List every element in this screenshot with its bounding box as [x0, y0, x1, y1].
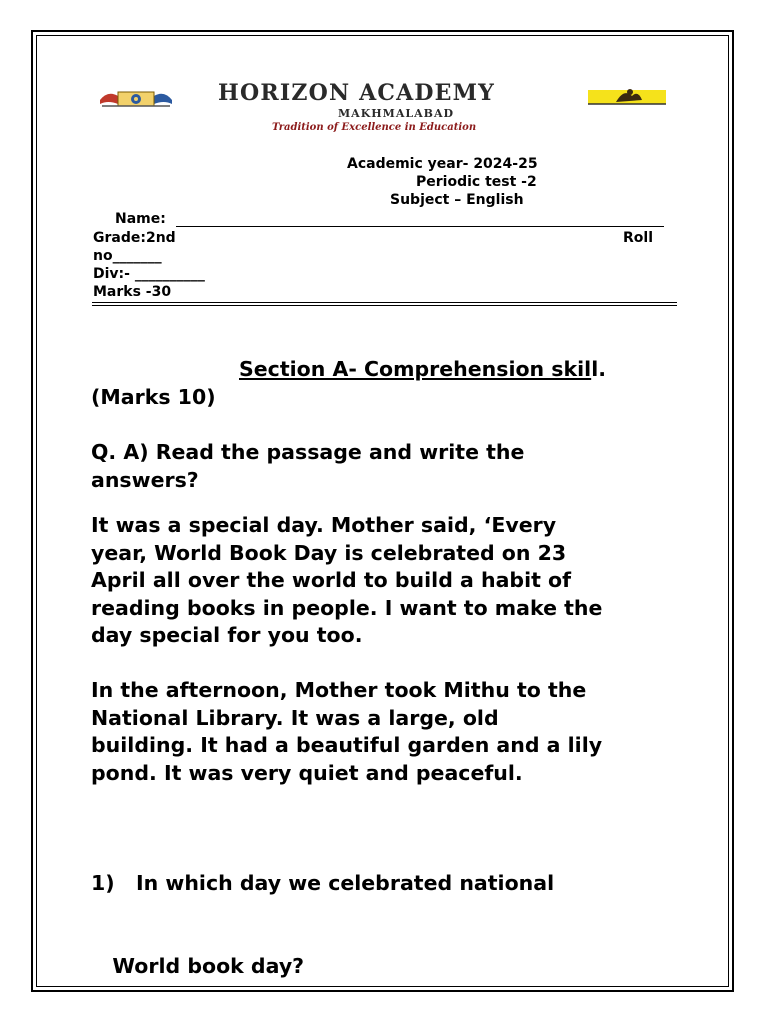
- division-field[interactable]: Div:- __________: [93, 266, 205, 282]
- instruction-line: Q. A) Read the passage and write the: [91, 440, 525, 464]
- header-divider-double: [92, 305, 677, 306]
- passage-line: day special for you too.: [91, 623, 363, 647]
- passage-paragraph-1: [91, 512, 691, 650]
- section-title-underlined: Section A- Comprehension skil: [239, 357, 592, 381]
- school-tagline: Tradition of Excellence in Education: [272, 122, 477, 133]
- roll-label: Roll: [623, 230, 653, 246]
- passage-line: year, World Book Day is celebrated on 23: [91, 540, 567, 565]
- passage-line: It was a special day. Mother said, ‘Every: [91, 513, 557, 537]
- header-divider: [92, 302, 677, 303]
- subject: Subject – English: [390, 192, 524, 208]
- passage-line: building. It had a beautiful garden and a lily: [91, 733, 603, 757]
- section-marks: (Marks 10): [91, 385, 216, 409]
- section-title: [239, 356, 606, 384]
- name-label: Name:: [115, 211, 166, 227]
- question-line: 1) In which day we celebrated national: [91, 871, 555, 895]
- question-instruction: [91, 439, 524, 494]
- test-name: Periodic test -2: [416, 174, 537, 190]
- name-field-line[interactable]: [176, 226, 664, 227]
- passage-line: April all over the world to build a habit of: [91, 568, 572, 592]
- grade: Grade:2nd: [93, 230, 176, 246]
- passage-line: In the afternoon, Mother took Mithu to the: [91, 678, 587, 702]
- question-line: World book day?: [91, 953, 305, 978]
- section-title-rest: l.: [591, 357, 607, 381]
- passage-paragraph-2: [91, 677, 691, 787]
- passage-line: National Library. It was a large, old: [91, 705, 499, 730]
- passage-line: pond. It was very quiet and peaceful.: [91, 760, 523, 785]
- school-crest-logo: [98, 86, 174, 110]
- emblem-logo: [586, 86, 668, 108]
- question-1: [91, 815, 691, 1008]
- school-location: MAKHMALABAD: [338, 107, 455, 120]
- academic-year: Academic year- 2024-25: [347, 156, 538, 172]
- roll-number-field[interactable]: no_______: [93, 248, 162, 264]
- school-name: HORIZON ACADEMY: [218, 80, 496, 106]
- instruction-line: answers?: [91, 467, 199, 492]
- total-marks: Marks -30: [93, 284, 172, 300]
- passage-line: reading books in people. I want to make the: [91, 595, 603, 620]
